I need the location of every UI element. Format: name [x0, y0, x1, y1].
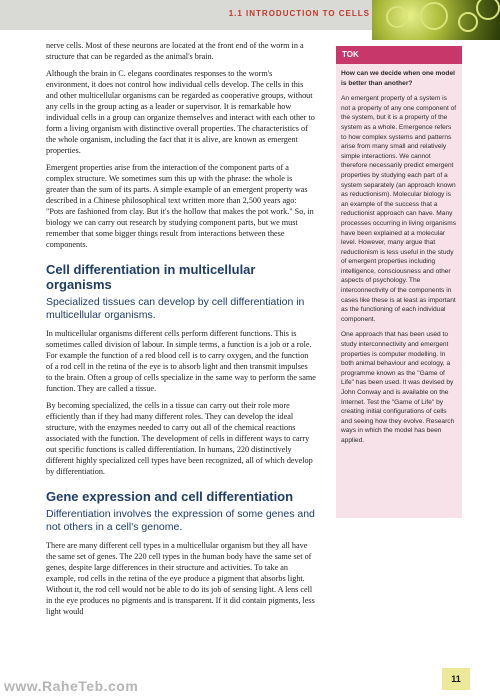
main-column	[46, 40, 316, 623]
cell-shape	[386, 6, 408, 28]
paragraph: Emergent properties arise from the interaction of the component parts of a complex structure. We sometimes sum this up with the phrase: the whole is greater than the sum of its parts. A simple example of an emergent property was described in a Chinese philosophical text written more than 2,500 years ago: "Pots are fashioned from clay. But it's the hollow that makes the pot work." So, in biology we can carry out research by studying component parts, but we must remember that some bigger things result from interactions between these components.	[46, 163, 314, 249]
tok-header: TOK	[336, 46, 462, 64]
section-heading: Cell differentiation in multicellular organisms	[46, 262, 256, 292]
tok-body	[336, 64, 462, 446]
page-number: 11	[442, 668, 470, 690]
tok-sidebar	[336, 46, 462, 518]
tok-question: How can we decide when one model is better than another?	[341, 70, 455, 87]
watermark: www.RaheTeb.com	[4, 678, 139, 694]
section-subheading: Differentiation involves the expression of some genes and not others in a cell's genome.	[46, 508, 315, 533]
cell-shape	[420, 2, 448, 30]
cell-photo	[372, 0, 500, 40]
section-heading: Gene expression and cell differentiation	[46, 489, 294, 504]
paragraph: There are many different cell types in a multicellular organism but they all have the same set of genes. The 220 cell types in the human body have the same set of genes, despite large differences in their structure and activities. To take an example, rod cells in the retina of the eye produce a pigment that absorbs light. Without it, the rod cell would not be able to do its job of sensing light. A lens cell in the eye produces no pigments and is transparent. If it did contain pigments, less light would	[46, 541, 315, 616]
paragraph: nerve cells. Most of these neurons are located at the front end of the worm in a structure that can be regarded as the animal's brain.	[46, 41, 304, 61]
paragraph: Although the brain in C. elegans coordinates responses to the worm's environment, it does not control how individual cells develop. The cells in this and other multicellular organisms can be regarded as cooperative groups, without any cells in the group acting as a leader or supervisor. It is remarkable how individual cells in a group can organize themselves and interact with each other to form a living organism with distinctive overall properties. The characteristics of the whole organism, including the fact that it is alive, are known as emergent properties.	[46, 69, 315, 155]
section-subheading: Specialized tissues can develop by cell differentiation in multicellular organisms.	[46, 296, 305, 321]
section-label: 1.1 INTRODUCTION TO CELLS	[228, 9, 370, 18]
tok-paragraph: An emergent property of a system is not a property of any one component of the system, but it is a property of the system as a whole. Emergence refers to how complex systems and patterns arise from many small and relatively simple interactions. We cannot therefore necessarily predict emergent properties by studying each part of a system separately (an approach known as reductionism). Molecular biology is an example of the success that a reductionist approach can have. Many processes occurring in living organisms have been explained at a molecular level. However, many argue that reductionism is less useful in the study of emergent properties including intelligence, consciousness and other aspects of psychology. The interconnectivity of the components in cases like these is at least as important as the functioning of each individual component.	[341, 95, 457, 323]
cell-shape	[476, 0, 500, 20]
paragraph: By becoming specialized, the cells in a tissue can carry out their role more efficiently than if they had many different roles. They can develop the ideal structure, with the enzymes needed to carry out all of the chemical reactions associated with the function. The development of cells in different ways to carry out specific functions is called differentiation. In humans, 220 distinctively different highly specialized cell types have been recognized, all of which develop by differentiation.	[46, 401, 313, 476]
cell-shape	[458, 12, 478, 32]
tok-paragraph: One approach that has been used to study interconnectivity and emergent properties is computer modelling. In both animal behaviour and ecology, a programme known as the "Game of Life" has been used. It was devised by John Conway and is available on the Internet. Test the "Game of Life" by creating initial configurations of cells and seeing how they evolve. Research ways in which the model has been applied.	[341, 331, 455, 444]
paragraph: In multicellular organisms different cells perform different functions. This is sometimes called division of labour. In simple terms, a function is a job or a role. For example the function of a red blood cell is to carry oxygen, and the function of a rod cell in the retina of the eye is to absorb light and then transmit impulses to the brain. Often a group of cells specialize in the same way to perform the same function. They are called a tissue.	[46, 329, 316, 393]
